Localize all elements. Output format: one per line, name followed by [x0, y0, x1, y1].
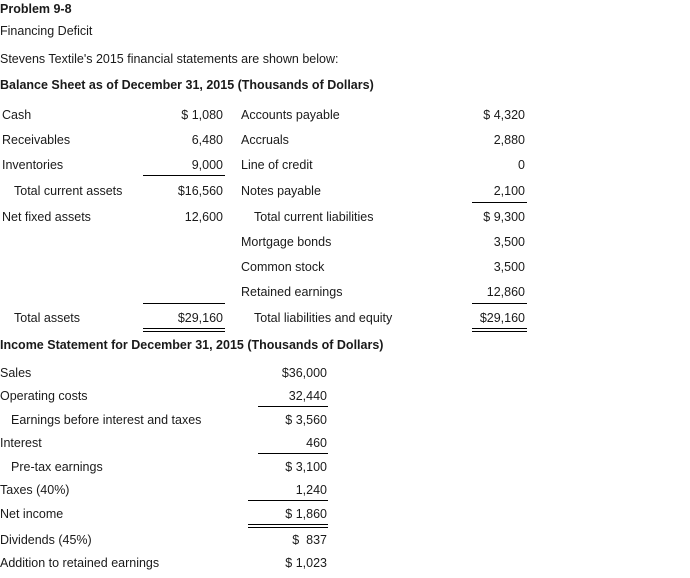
income-row-label: Addition to retained earnings [0, 556, 160, 570]
underline-rule [248, 500, 328, 501]
asset-value: 12,600 [184, 210, 223, 224]
liability-value: 3,500 [493, 260, 525, 274]
income-row-label: Pre-tax earnings [11, 460, 103, 474]
liability-value: 2,100 [493, 184, 525, 198]
income-row-value: $ 3,100 [285, 460, 327, 474]
underline-rule [258, 406, 328, 407]
double-underline-rule [248, 527, 328, 528]
liability-label: Retained earnings [241, 285, 343, 299]
income-row-value: $ 1,860 [285, 507, 327, 521]
underline-rule [143, 175, 225, 176]
liability-label: Line of credit [241, 158, 313, 172]
liability-label: Mortgage bonds [241, 235, 332, 249]
income-row-label: Taxes (40%) [0, 483, 70, 497]
double-underline-rule [248, 524, 328, 525]
liability-value: 3,500 [493, 235, 525, 249]
underline-rule [258, 453, 328, 454]
intro-text: Stevens Textile's 2015 financial statements are shown below: [0, 52, 339, 66]
income-row-label: Operating costs [0, 389, 88, 403]
double-underline-rule [472, 328, 527, 329]
liability-value: 2,880 [493, 133, 525, 147]
income-row-value: $ 3,560 [285, 413, 327, 427]
problem-title: Problem 9-8 [0, 2, 72, 16]
problem-subtitle: Financing Deficit [0, 24, 93, 38]
double-underline-rule [143, 331, 225, 332]
liability-label: Total current liabilities [254, 210, 374, 224]
income-row-value: $36,000 [281, 366, 327, 380]
asset-label: Total current assets [14, 184, 123, 198]
income-row-value: $ 837 [292, 533, 327, 547]
underline-rule [472, 303, 527, 304]
liability-label: Common stock [241, 260, 325, 274]
income-statement-title: Income Statement for December 31, 2015 (Thousands of Dollars) [0, 338, 384, 352]
asset-label: Cash [2, 108, 32, 122]
underline-rule [472, 202, 527, 203]
income-row-value: 32,440 [288, 389, 327, 403]
liability-label: Accruals [241, 133, 289, 147]
income-row-label: Dividends (45%) [0, 533, 92, 547]
total-liabilities-equity-label: Total liabilities and equity [254, 311, 393, 325]
liability-value: $ 9,300 [483, 210, 525, 224]
income-row-label: Net income [0, 507, 64, 521]
double-underline-rule [143, 328, 225, 329]
liability-value: 0 [518, 158, 525, 172]
underline-rule [143, 303, 225, 304]
asset-value: $16,560 [177, 184, 223, 198]
income-row-value: 1,240 [295, 483, 327, 497]
income-row-label: Interest [0, 436, 42, 450]
income-row-value: 460 [306, 436, 327, 450]
income-row-value: $ 1,023 [285, 556, 327, 570]
total-assets-label: Total assets [14, 311, 81, 325]
income-row-label: Sales [0, 366, 32, 380]
asset-label: Inventories [2, 158, 64, 172]
balance-sheet-title: Balance Sheet as of December 31, 2015 (Thousands of Dollars) [0, 78, 374, 92]
asset-label: Receivables [2, 133, 71, 147]
income-row-label: Earnings before interest and taxes [11, 413, 202, 427]
asset-value: 6,480 [191, 133, 223, 147]
double-underline-rule [472, 331, 527, 332]
total-assets-value: $29,160 [177, 311, 223, 325]
liability-label: Accounts payable [241, 108, 340, 122]
total-liabilities-equity-value: $29,160 [479, 311, 525, 325]
asset-value: $ 1,080 [181, 108, 223, 122]
asset-value: 9,000 [191, 158, 223, 172]
liability-value: 12,860 [486, 285, 525, 299]
liability-value: $ 4,320 [483, 108, 525, 122]
asset-label: Net fixed assets [2, 210, 91, 224]
liability-label: Notes payable [241, 184, 321, 198]
